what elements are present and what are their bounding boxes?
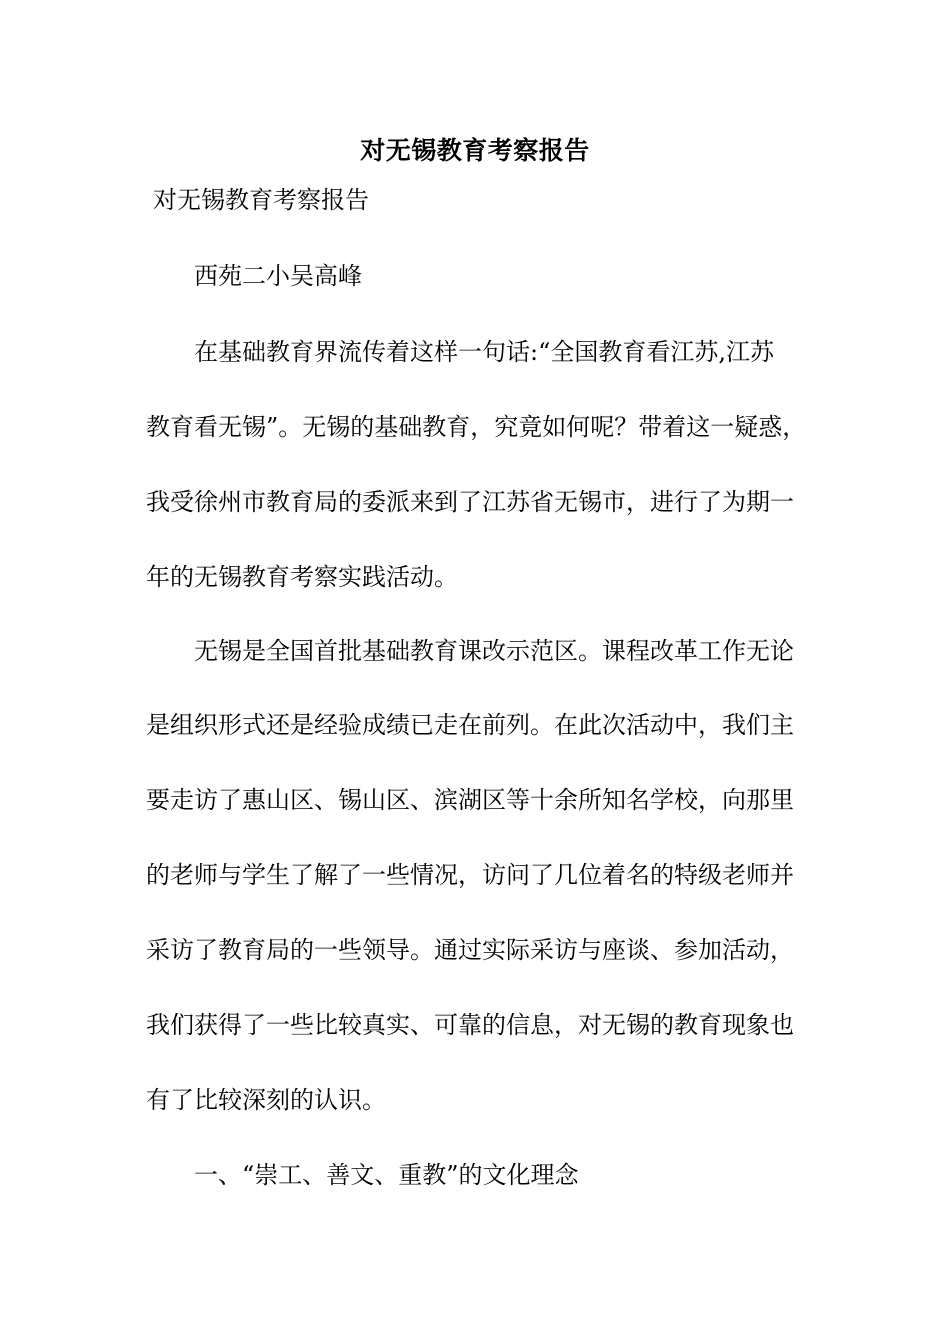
paragraph-line: 我受徐州市教育局的委派来到了江苏省无锡市，进行了为期一 (146, 488, 794, 516)
paragraph-line: 采访了教育局的一些领导。通过实际采访与座谈、参加活动， (146, 936, 794, 964)
section-heading: 一、“崇工、善文、重教”的文化理念 (194, 1161, 579, 1189)
paragraph-line: 要走访了惠山区、锡山区、滨湖区等十余所知名学校，向那里 (146, 786, 794, 814)
document-title: 对无锡教育考察报告 (360, 136, 590, 165)
paragraph-line: 教育看无锡”。无锡的基础教育，究竟如何呢？带着这一疑惑， (146, 413, 807, 441)
document-subtitle: 对无锡教育考察报告 (153, 186, 369, 214)
paragraph-line: 无锡是全国首批基础教育课改示范区。课程改革工作无论 (194, 637, 794, 665)
paragraph-line: 是组织形式还是经验成绩已走在前列。在此次活动中，我们主 (146, 711, 794, 739)
paragraph-line: 有了比较深刻的认识。 (146, 1086, 386, 1114)
paragraph-line: 的老师与学生了解了一些情况，访问了几位着名的特级老师并 (146, 861, 794, 889)
paragraph-line: 年的无锡教育考察实践活动。 (146, 563, 458, 591)
author-line: 西苑二小吴高峰 (194, 262, 362, 290)
paragraph-line: 我们获得了一些比较真实、可靠的信息，对无锡的教育现象也 (146, 1011, 794, 1039)
paragraph-line: 在基础教育界流传着这样一句话:“全国教育看江苏,江苏 (194, 338, 774, 366)
